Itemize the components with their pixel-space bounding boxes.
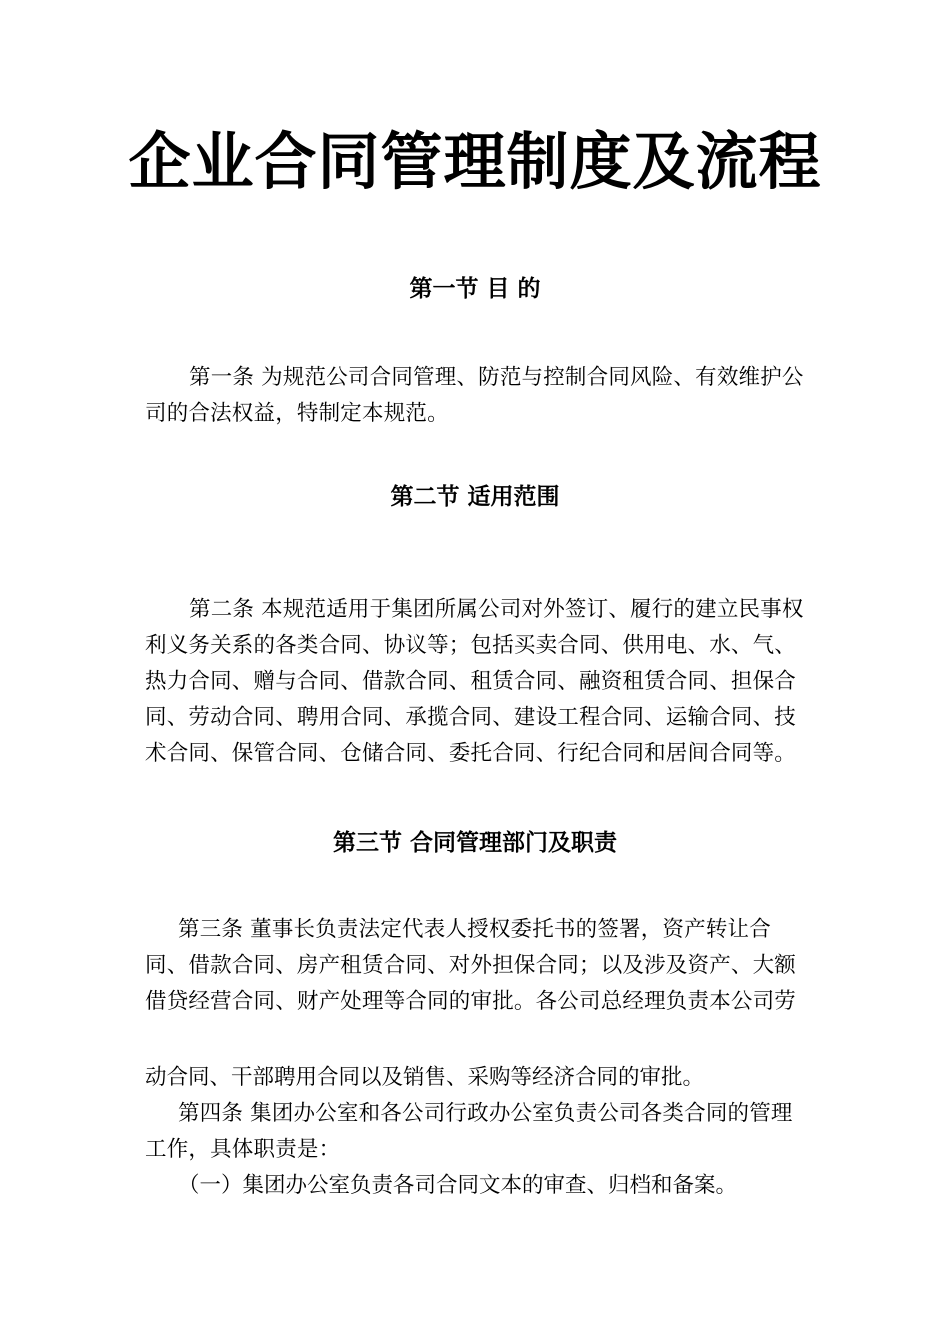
document-title: 企业合同管理制度及流程	[128, 125, 822, 198]
section-heading-3: 第三节 合同管理部门及职责	[332, 829, 617, 856]
section-heading-1: 第一节 目 的	[409, 275, 541, 302]
article-1-paragraph: 第一条 为规范公司合同管理、防范与控制合同风险、有效维护公司的合法权益，特制定本规范。	[145, 365, 804, 426]
article-3-continuation: 动合同、干部聘用合同以及销售、采购等经济合同的审批。	[145, 1065, 705, 1090]
article-4-item-1: （一）集团办公室负责各司合同文本的审查、归档和备案。	[178, 1173, 738, 1198]
article-4-paragraph: 第四条 集团办公室和各公司行政办公室负责公司各类合同的管理工作，具体职责是：	[145, 1101, 793, 1162]
section-heading-2: 第二节 适用范围	[390, 483, 560, 510]
article-3-paragraph: 第三条 董事长负责法定代表人授权委托书的签署，资产转让合同、借款合同、房产租赁合同、对外担保合同；以及涉及资产、大额借贷经营合同、财产处理等合同的审批。各公司总经理负责本公司劳	[145, 917, 797, 1014]
article-2-paragraph: 第二条 本规范适用于集团所属公司对外签订、履行的建立民事权利义务关系的各类合同、协议等；包括买卖合同、供用电、水、气、热力合同、赠与合同、借款合同、租赁合同、融资租赁合同、担保合同、劳动合同、聘用合同、承揽合同、建设工程合同、运输合同、技术合同、保管合同、仓储合同、委托合同、行纪合同和居间合同等。	[145, 597, 804, 766]
